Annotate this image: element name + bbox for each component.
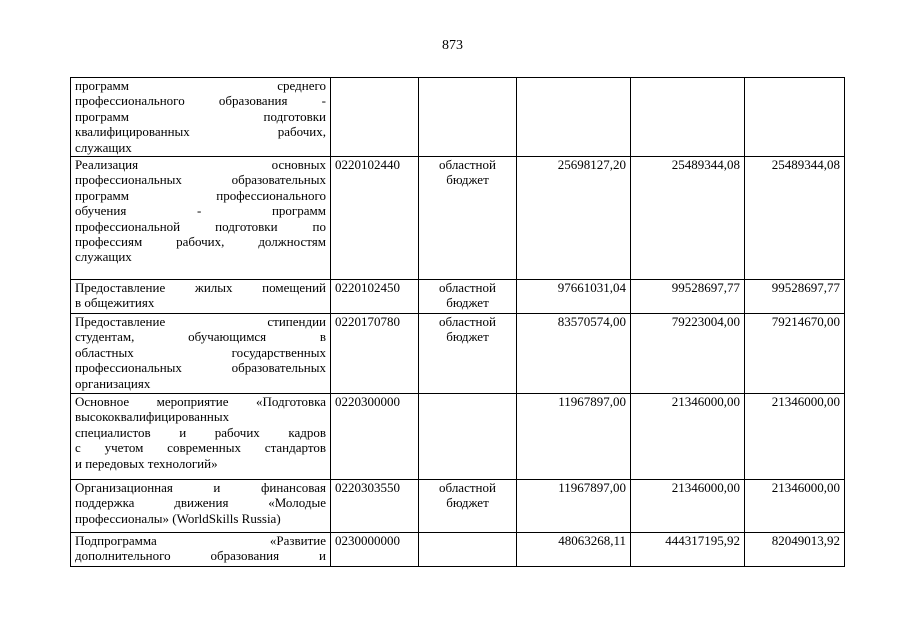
row-code: 0230000000 — [335, 533, 400, 548]
row-amount-v1: 83570574,00 — [557, 314, 626, 329]
row-name-cell — [71, 394, 331, 480]
row-code: 0220300000 — [335, 394, 400, 409]
row-name-line: программ профессионального — [75, 187, 326, 203]
row-amount-v3: 82049013,92 — [771, 533, 840, 548]
row-name-line: областных государственных — [75, 344, 326, 360]
row-amount-v2: 21346000,00 — [671, 480, 740, 495]
row-name-line: программ подготовки — [75, 108, 326, 124]
row-name-line: студентам, обучающимся в — [75, 329, 326, 345]
row-source-cell — [419, 280, 517, 314]
row-amount-cell-v3 — [745, 480, 845, 533]
row-amount-cell-v3 — [745, 314, 845, 394]
row-name-line: служащих — [75, 249, 132, 265]
table-row — [71, 157, 845, 280]
row-name-line: служащих — [75, 139, 132, 155]
row-amount-v3: 99528697,77 — [771, 280, 840, 295]
row-amount-cell-v2 — [631, 533, 745, 567]
row-name-cell — [71, 280, 331, 314]
row-name-line: в общежитиях — [75, 295, 155, 311]
row-source-line: областной — [439, 157, 496, 172]
row-code-cell — [331, 394, 419, 480]
row-amount-cell-v1 — [517, 314, 631, 394]
row-amount-v2: 79223004,00 — [671, 314, 740, 329]
row-amount-v3: 21346000,00 — [771, 394, 840, 409]
row-amount-cell-v1 — [517, 394, 631, 480]
row-name-line: профессиональных образовательных — [75, 172, 326, 188]
row-name-line: Предоставление жилых помещений — [75, 280, 326, 295]
row-source-cell — [419, 480, 517, 533]
row-amount-cell-v2 — [631, 280, 745, 314]
row-name-line: Подпрограмма «Развитие — [75, 533, 326, 548]
row-code-cell — [331, 280, 419, 314]
row-source-cell — [419, 157, 517, 280]
row-amount-v2: 25489344,08 — [671, 157, 740, 172]
row-amount-v3: 79214670,00 — [771, 314, 840, 329]
row-amount-v1: 11967897,00 — [558, 480, 626, 495]
row-amount-cell-v2 — [631, 78, 745, 157]
row-name-line: с учетом современных стандартов — [75, 440, 326, 456]
row-name-line: Реализация основных — [75, 157, 326, 172]
row-name-line: профессиям рабочих, должностям — [75, 234, 326, 250]
row-amount-cell-v2 — [631, 480, 745, 533]
row-name-line: программ среднего — [75, 78, 326, 93]
row-source-cell — [419, 78, 517, 157]
row-source-line: областной — [439, 280, 496, 295]
row-name-cell — [71, 314, 331, 394]
row-code-cell — [331, 480, 419, 533]
row-code-cell — [331, 157, 419, 280]
row-source-cell — [419, 314, 517, 394]
table-row — [71, 78, 845, 157]
row-amount-cell-v2 — [631, 157, 745, 280]
row-amount-v2: 444317195,92 — [665, 533, 740, 548]
row-name-cell — [71, 78, 331, 157]
row-amount-v1: 25698127,20 — [557, 157, 626, 172]
row-amount-cell-v2 — [631, 394, 745, 480]
row-amount-cell-v3 — [745, 533, 845, 567]
row-amount-cell-v1 — [517, 78, 631, 157]
row-amount-v2: 99528697,77 — [671, 280, 740, 295]
row-name-line: профессиональной подготовки по — [75, 218, 326, 234]
row-name-cell — [71, 480, 331, 533]
row-source-line: бюджет — [446, 495, 489, 511]
row-code-cell — [331, 78, 419, 157]
row-name-line: специалистов и рабочих кадров — [75, 424, 326, 440]
row-amount-v1: 97661031,04 — [557, 280, 626, 295]
row-amount-cell-v3 — [745, 78, 845, 157]
table-row — [71, 480, 845, 533]
row-name-line: Организационная и финансовая — [75, 480, 326, 495]
row-amount-v3: 25489344,08 — [771, 157, 840, 172]
row-name-line: высококвалифицированных — [75, 409, 230, 425]
row-code-cell — [331, 314, 419, 394]
row-amount-cell-v1 — [517, 157, 631, 280]
row-amount-cell-v2 — [631, 314, 745, 394]
row-source-line: областной — [439, 480, 496, 495]
row-amount-cell-v1 — [517, 533, 631, 567]
row-amount-v1: 48063268,11 — [558, 533, 626, 548]
row-name-line: профессионального образования - — [75, 93, 326, 109]
row-name-cell — [71, 533, 331, 567]
row-source-cell — [419, 533, 517, 567]
row-source-line: бюджет — [446, 329, 489, 345]
row-name-line: дополнительного образования и — [75, 548, 326, 564]
row-amount-cell-v3 — [745, 280, 845, 314]
row-name-line: профессионалы» (WorldSkills Russia) — [75, 510, 281, 526]
row-source-cell — [419, 394, 517, 480]
row-amount-cell-v1 — [517, 280, 631, 314]
row-code: 0220102440 — [335, 157, 400, 172]
row-code: 0220170780 — [335, 314, 400, 329]
row-source-line: областной — [439, 314, 496, 329]
row-code: 0220303550 — [335, 480, 400, 495]
row-name-line: и передовых технологий» — [75, 455, 218, 471]
row-amount-cell-v1 — [517, 480, 631, 533]
row-name-line: Предоставление стипендии — [75, 314, 326, 329]
budget-table — [70, 77, 845, 567]
row-source-line: бюджет — [446, 295, 489, 311]
row-code-cell — [331, 533, 419, 567]
row-amount-cell-v3 — [745, 394, 845, 480]
row-amount-cell-v3 — [745, 157, 845, 280]
row-amount-v2: 21346000,00 — [671, 394, 740, 409]
row-amount-v3: 21346000,00 — [771, 480, 840, 495]
page-number: 873 — [442, 38, 463, 53]
row-name-line: поддержка движения «Молодые — [75, 495, 326, 511]
row-name-line: организациях — [75, 375, 151, 391]
row-name-line: Основное мероприятие «Подготовка — [75, 394, 326, 409]
table-row — [71, 280, 845, 314]
row-name-cell — [71, 157, 331, 280]
table-row — [71, 314, 845, 394]
table-row — [71, 533, 845, 567]
row-amount-v1: 11967897,00 — [558, 394, 626, 409]
row-source-line: бюджет — [446, 172, 489, 188]
row-name-line: квалифицированных рабочих, — [75, 124, 326, 140]
row-name-line: обучения - программ — [75, 203, 326, 219]
row-name-line: профессиональных образовательных — [75, 360, 326, 376]
table-row — [71, 394, 845, 480]
row-code: 0220102450 — [335, 280, 400, 295]
